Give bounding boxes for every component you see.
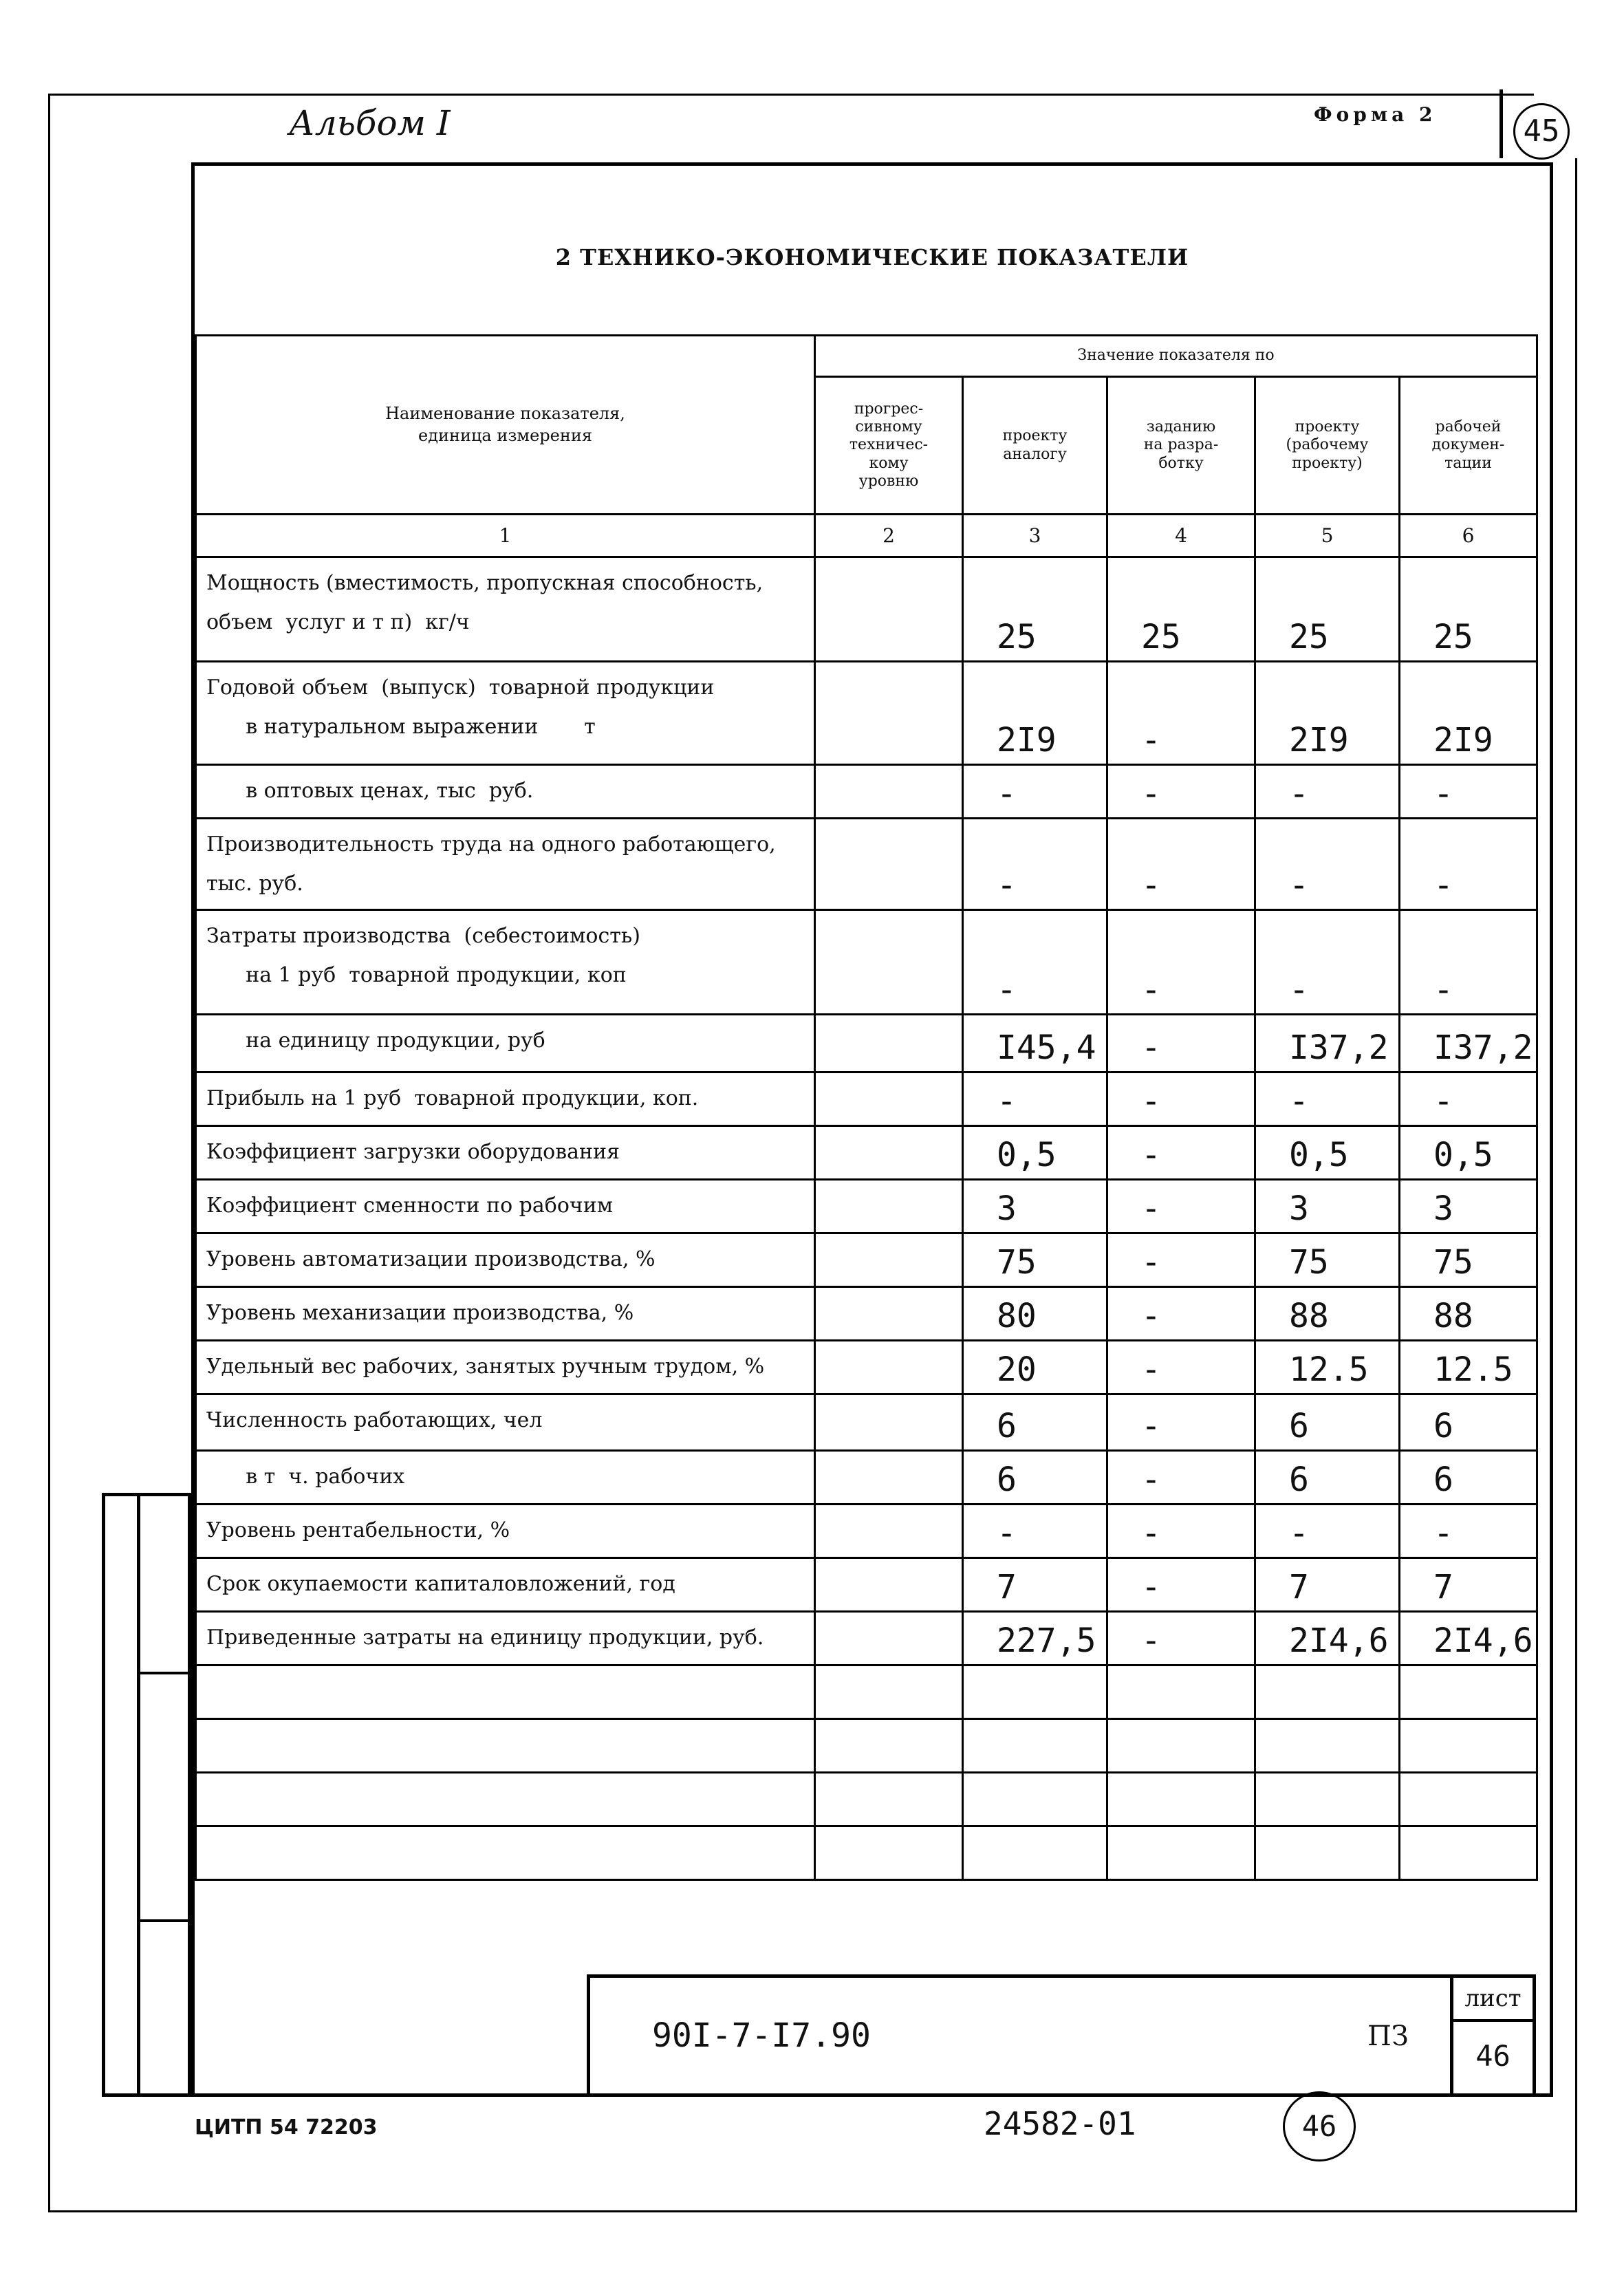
indicator-label: Коэффициент загрузки оборудования <box>196 1126 815 1180</box>
indicator-value: 25 <box>963 557 1107 662</box>
table-row <box>196 1451 1537 1505</box>
indicator-label <box>196 1826 815 1880</box>
indicator-value: 7 <box>963 1558 1107 1612</box>
indicator-label: в оптовых ценах, тыс руб. <box>196 765 815 819</box>
indicator-value <box>815 1072 963 1126</box>
col-number: 5 <box>1255 515 1400 557</box>
indicator-value: - <box>963 1505 1107 1558</box>
indicator-value: 25 <box>1400 557 1537 662</box>
table-row <box>196 1126 1537 1180</box>
indicator-value: 6 <box>1400 1394 1537 1451</box>
indicator-label: Мощность (вместимость, пропускная способность, объем услуг и т п) кг/ч <box>196 557 815 662</box>
table-row <box>196 765 1537 819</box>
indicator-value <box>815 1612 963 1665</box>
indicator-value <box>963 1773 1107 1826</box>
indicator-value <box>1400 1826 1537 1880</box>
header-row-group <box>196 336 1537 377</box>
indicator-value <box>815 1287 963 1341</box>
indicator-value: - <box>1255 910 1400 1015</box>
indicator-value: - <box>1107 1180 1255 1233</box>
indicator-value: 75 <box>1255 1233 1400 1287</box>
side-stamp-divider <box>137 1496 140 2093</box>
sheet-number: 46 <box>1475 2039 1511 2073</box>
indicator-value: I45,4 <box>963 1015 1107 1072</box>
indicator-value <box>1107 1665 1255 1719</box>
indicator-label: Производительность труда на одного работающего, тыс. руб. <box>196 819 815 910</box>
title-block <box>587 1974 1536 2097</box>
indicator-value <box>815 662 963 765</box>
indicator-value: 6 <box>1255 1451 1400 1505</box>
indicator-value <box>1255 1719 1400 1773</box>
page-frame-bottom <box>48 2210 1575 2212</box>
indicator-value: - <box>1107 1394 1255 1451</box>
indicator-value: - <box>1107 765 1255 819</box>
indicator-value <box>1255 1826 1400 1880</box>
indicator-value <box>815 557 963 662</box>
indicator-value: 75 <box>1400 1233 1537 1287</box>
table-row <box>196 1719 1537 1773</box>
indicator-value: - <box>1400 1072 1537 1126</box>
indicator-value <box>815 819 963 910</box>
indicator-label <box>196 1773 815 1826</box>
table-row <box>196 1180 1537 1233</box>
indicator-value: 0,5 <box>1400 1126 1537 1180</box>
indicator-value <box>815 910 963 1015</box>
table-row <box>196 1505 1537 1558</box>
indicator-value <box>815 765 963 819</box>
page-number: 45 <box>1523 114 1560 149</box>
table-row <box>196 1826 1537 1880</box>
table-row <box>196 910 1537 1015</box>
side-stamp-line <box>137 1672 192 1674</box>
indicator-label: Прибыль на 1 руб товарной продукции, коп. <box>196 1072 815 1126</box>
indicator-label: в т ч. рабочих <box>196 1451 815 1505</box>
table-row <box>196 1394 1537 1451</box>
indicator-value <box>815 1015 963 1072</box>
col-number: 1 <box>196 515 815 557</box>
inventory-number: 24582-01 <box>984 2105 1136 2142</box>
indicator-value <box>1107 1826 1255 1880</box>
table-row <box>196 1072 1537 1126</box>
header-working-project: проекту (рабочему проекту) <box>1255 377 1400 515</box>
table-row <box>196 1558 1537 1612</box>
page-number-circle <box>1513 103 1570 160</box>
indicator-label: на единицу продукции, руб <box>196 1015 815 1072</box>
header-working-docs: рабочей докумен- тации <box>1400 377 1537 515</box>
table-row <box>196 1665 1537 1719</box>
indicator-value: - <box>1400 1505 1537 1558</box>
indicator-value: 0,5 <box>963 1126 1107 1180</box>
indicator-value: - <box>963 819 1107 910</box>
indicator-value: 2I4,6 <box>1400 1612 1537 1665</box>
indicator-value: 227,5 <box>963 1612 1107 1665</box>
indicator-value <box>1107 1773 1255 1826</box>
indicator-value <box>1400 1773 1537 1826</box>
indicator-value: 6 <box>963 1394 1107 1451</box>
indicator-value: - <box>1400 765 1537 819</box>
header-progressive-level: прогрес- сивному техничес- кому уровню <box>815 377 963 515</box>
indicator-value: - <box>1107 1233 1255 1287</box>
table-row <box>196 1341 1537 1394</box>
indicator-value <box>1107 1719 1255 1773</box>
indicator-label: Срок окупаемости капиталовложений, год <box>196 1558 815 1612</box>
indicator-value: - <box>1107 819 1255 910</box>
page-frame-left <box>48 94 50 2212</box>
table-row <box>196 1233 1537 1287</box>
col-number: 2 <box>815 515 963 557</box>
indicator-value: - <box>1107 1451 1255 1505</box>
indicator-value: I37,2 <box>1255 1015 1400 1072</box>
footer-page-circle <box>1283 2091 1356 2161</box>
page-title: 2 ТЕХНИКО-ЭКОНОМИЧЕСКИЕ ПОКАЗАТЕЛИ <box>555 244 1189 270</box>
indicator-label <box>196 1665 815 1719</box>
values-group-header: Значение показателя по <box>815 336 1537 377</box>
indicator-value <box>815 1451 963 1505</box>
indicator-value <box>815 1394 963 1451</box>
indicator-label <box>196 1719 815 1773</box>
indicator-value <box>815 1180 963 1233</box>
table-row <box>196 1015 1537 1072</box>
form-label: Форма 2 <box>1314 103 1437 126</box>
header-divider <box>1500 89 1503 158</box>
indicator-value: 2I9 <box>1400 662 1537 765</box>
table-row <box>196 819 1537 910</box>
indicator-value: - <box>1107 1126 1255 1180</box>
indicator-value: 88 <box>1255 1287 1400 1341</box>
indicator-value: - <box>1107 1287 1255 1341</box>
sheet-box <box>1450 1978 1533 2097</box>
table-row <box>196 1773 1537 1826</box>
indicator-value: I37,2 <box>1400 1015 1537 1072</box>
col-number: 4 <box>1107 515 1255 557</box>
indicator-value: - <box>1255 1072 1400 1126</box>
table-row <box>196 557 1537 662</box>
indicator-value: - <box>1255 1505 1400 1558</box>
indicator-value: 12.5 <box>1255 1341 1400 1394</box>
indicator-value <box>1255 1773 1400 1826</box>
indicator-value: 25 <box>1107 557 1255 662</box>
indicator-value: 25 <box>1255 557 1400 662</box>
publisher-code: ЦИТП 54 72203 <box>195 2115 378 2139</box>
indicator-value: 0,5 <box>1255 1126 1400 1180</box>
indicator-value: - <box>1255 819 1400 910</box>
sheet-label: лист <box>1453 1978 1533 2022</box>
indicator-label: Численность работающих, чел <box>196 1394 815 1451</box>
indicator-value <box>815 1773 963 1826</box>
indicator-value: - <box>1107 1558 1255 1612</box>
header-analog-project: проекту аналогу <box>963 377 1107 515</box>
table-row <box>196 1287 1537 1341</box>
indicator-value: - <box>1107 1612 1255 1665</box>
indicator-value <box>1400 1719 1537 1773</box>
indicator-value: - <box>1107 1341 1255 1394</box>
column-numbers-row <box>196 515 1537 557</box>
page-frame-right <box>1575 158 1577 2212</box>
indicator-value <box>963 1665 1107 1719</box>
indicator-value <box>815 1826 963 1880</box>
side-stamp <box>102 1493 191 2097</box>
indicator-value: 12.5 <box>1400 1341 1537 1394</box>
indicator-value: 75 <box>963 1233 1107 1287</box>
indicator-value: 2I9 <box>963 662 1107 765</box>
indicator-value: 6 <box>963 1451 1107 1505</box>
indicator-value <box>815 1505 963 1558</box>
page-frame-top <box>48 94 1534 96</box>
indicator-label: Приведенные затраты на единицу продукции, руб. <box>196 1612 815 1665</box>
indicator-label: Уровень рентабельности, % <box>196 1505 815 1558</box>
indicator-value: - <box>1255 765 1400 819</box>
indicator-value <box>815 1126 963 1180</box>
indicator-value <box>815 1233 963 1287</box>
indicator-value: 3 <box>1255 1180 1400 1233</box>
indicator-value: - <box>963 1072 1107 1126</box>
indicator-value <box>815 1558 963 1612</box>
indicator-value: - <box>1107 1505 1255 1558</box>
indicator-value <box>963 1826 1107 1880</box>
table-row <box>196 662 1537 765</box>
indicator-value <box>815 1341 963 1394</box>
document-code: 90I-7-I7.90 <box>652 2016 871 2055</box>
indicator-label: Коэффициент сменности по рабочим <box>196 1180 815 1233</box>
indicator-value: 20 <box>963 1341 1107 1394</box>
indicator-value <box>815 1665 963 1719</box>
indicator-value <box>1400 1665 1537 1719</box>
indicator-value: - <box>1400 910 1537 1015</box>
indicator-value <box>815 1719 963 1773</box>
indicator-value: 7 <box>1255 1558 1400 1612</box>
indicator-value: 80 <box>963 1287 1107 1341</box>
indicator-label: Уровень автоматизации производства, % <box>196 1233 815 1287</box>
indicator-value <box>963 1719 1107 1773</box>
indicator-value: - <box>1107 910 1255 1015</box>
indicator-value <box>1255 1665 1400 1719</box>
indicator-value: 6 <box>1400 1451 1537 1505</box>
footer-page-number: 46 <box>1301 2109 1337 2143</box>
col-number: 3 <box>963 515 1107 557</box>
indicator-value: - <box>963 910 1107 1015</box>
indicator-value: 2I9 <box>1255 662 1400 765</box>
indicator-value: - <box>1107 662 1255 765</box>
album-label: Альбом I <box>289 103 451 143</box>
indicator-value: - <box>1400 819 1537 910</box>
indicator-value: - <box>1107 1015 1255 1072</box>
indicator-value: 7 <box>1400 1558 1537 1612</box>
indicator-label: Годовой объем (выпуск) товарной продукции в натуральном выражении т <box>196 662 815 765</box>
section-code: ПЗ <box>1367 2020 1409 2052</box>
indicator-value: 3 <box>963 1180 1107 1233</box>
indicator-value: - <box>1107 1072 1255 1126</box>
indicator-value: 2I4,6 <box>1255 1612 1400 1665</box>
name-column-header: Наименование показателя, единица измерения <box>196 336 815 515</box>
indicator-value: 88 <box>1400 1287 1537 1341</box>
col-number: 6 <box>1400 515 1537 557</box>
indicator-value: 3 <box>1400 1180 1537 1233</box>
side-stamp-line <box>137 1919 192 1922</box>
indicator-label: Затраты производства (себестоимость) на 1 руб товарной продукции, коп <box>196 910 815 1015</box>
table-row <box>196 1612 1537 1665</box>
indicator-label: Удельный вес рабочих, занятых ручным трудом, % <box>196 1341 815 1394</box>
indicator-value: 6 <box>1255 1394 1400 1451</box>
indicators-table <box>195 334 1538 1881</box>
header-design-assignment: заданию на разра- ботку <box>1107 377 1255 515</box>
indicator-value: - <box>963 765 1107 819</box>
indicator-label: Уровень механизации производства, % <box>196 1287 815 1341</box>
